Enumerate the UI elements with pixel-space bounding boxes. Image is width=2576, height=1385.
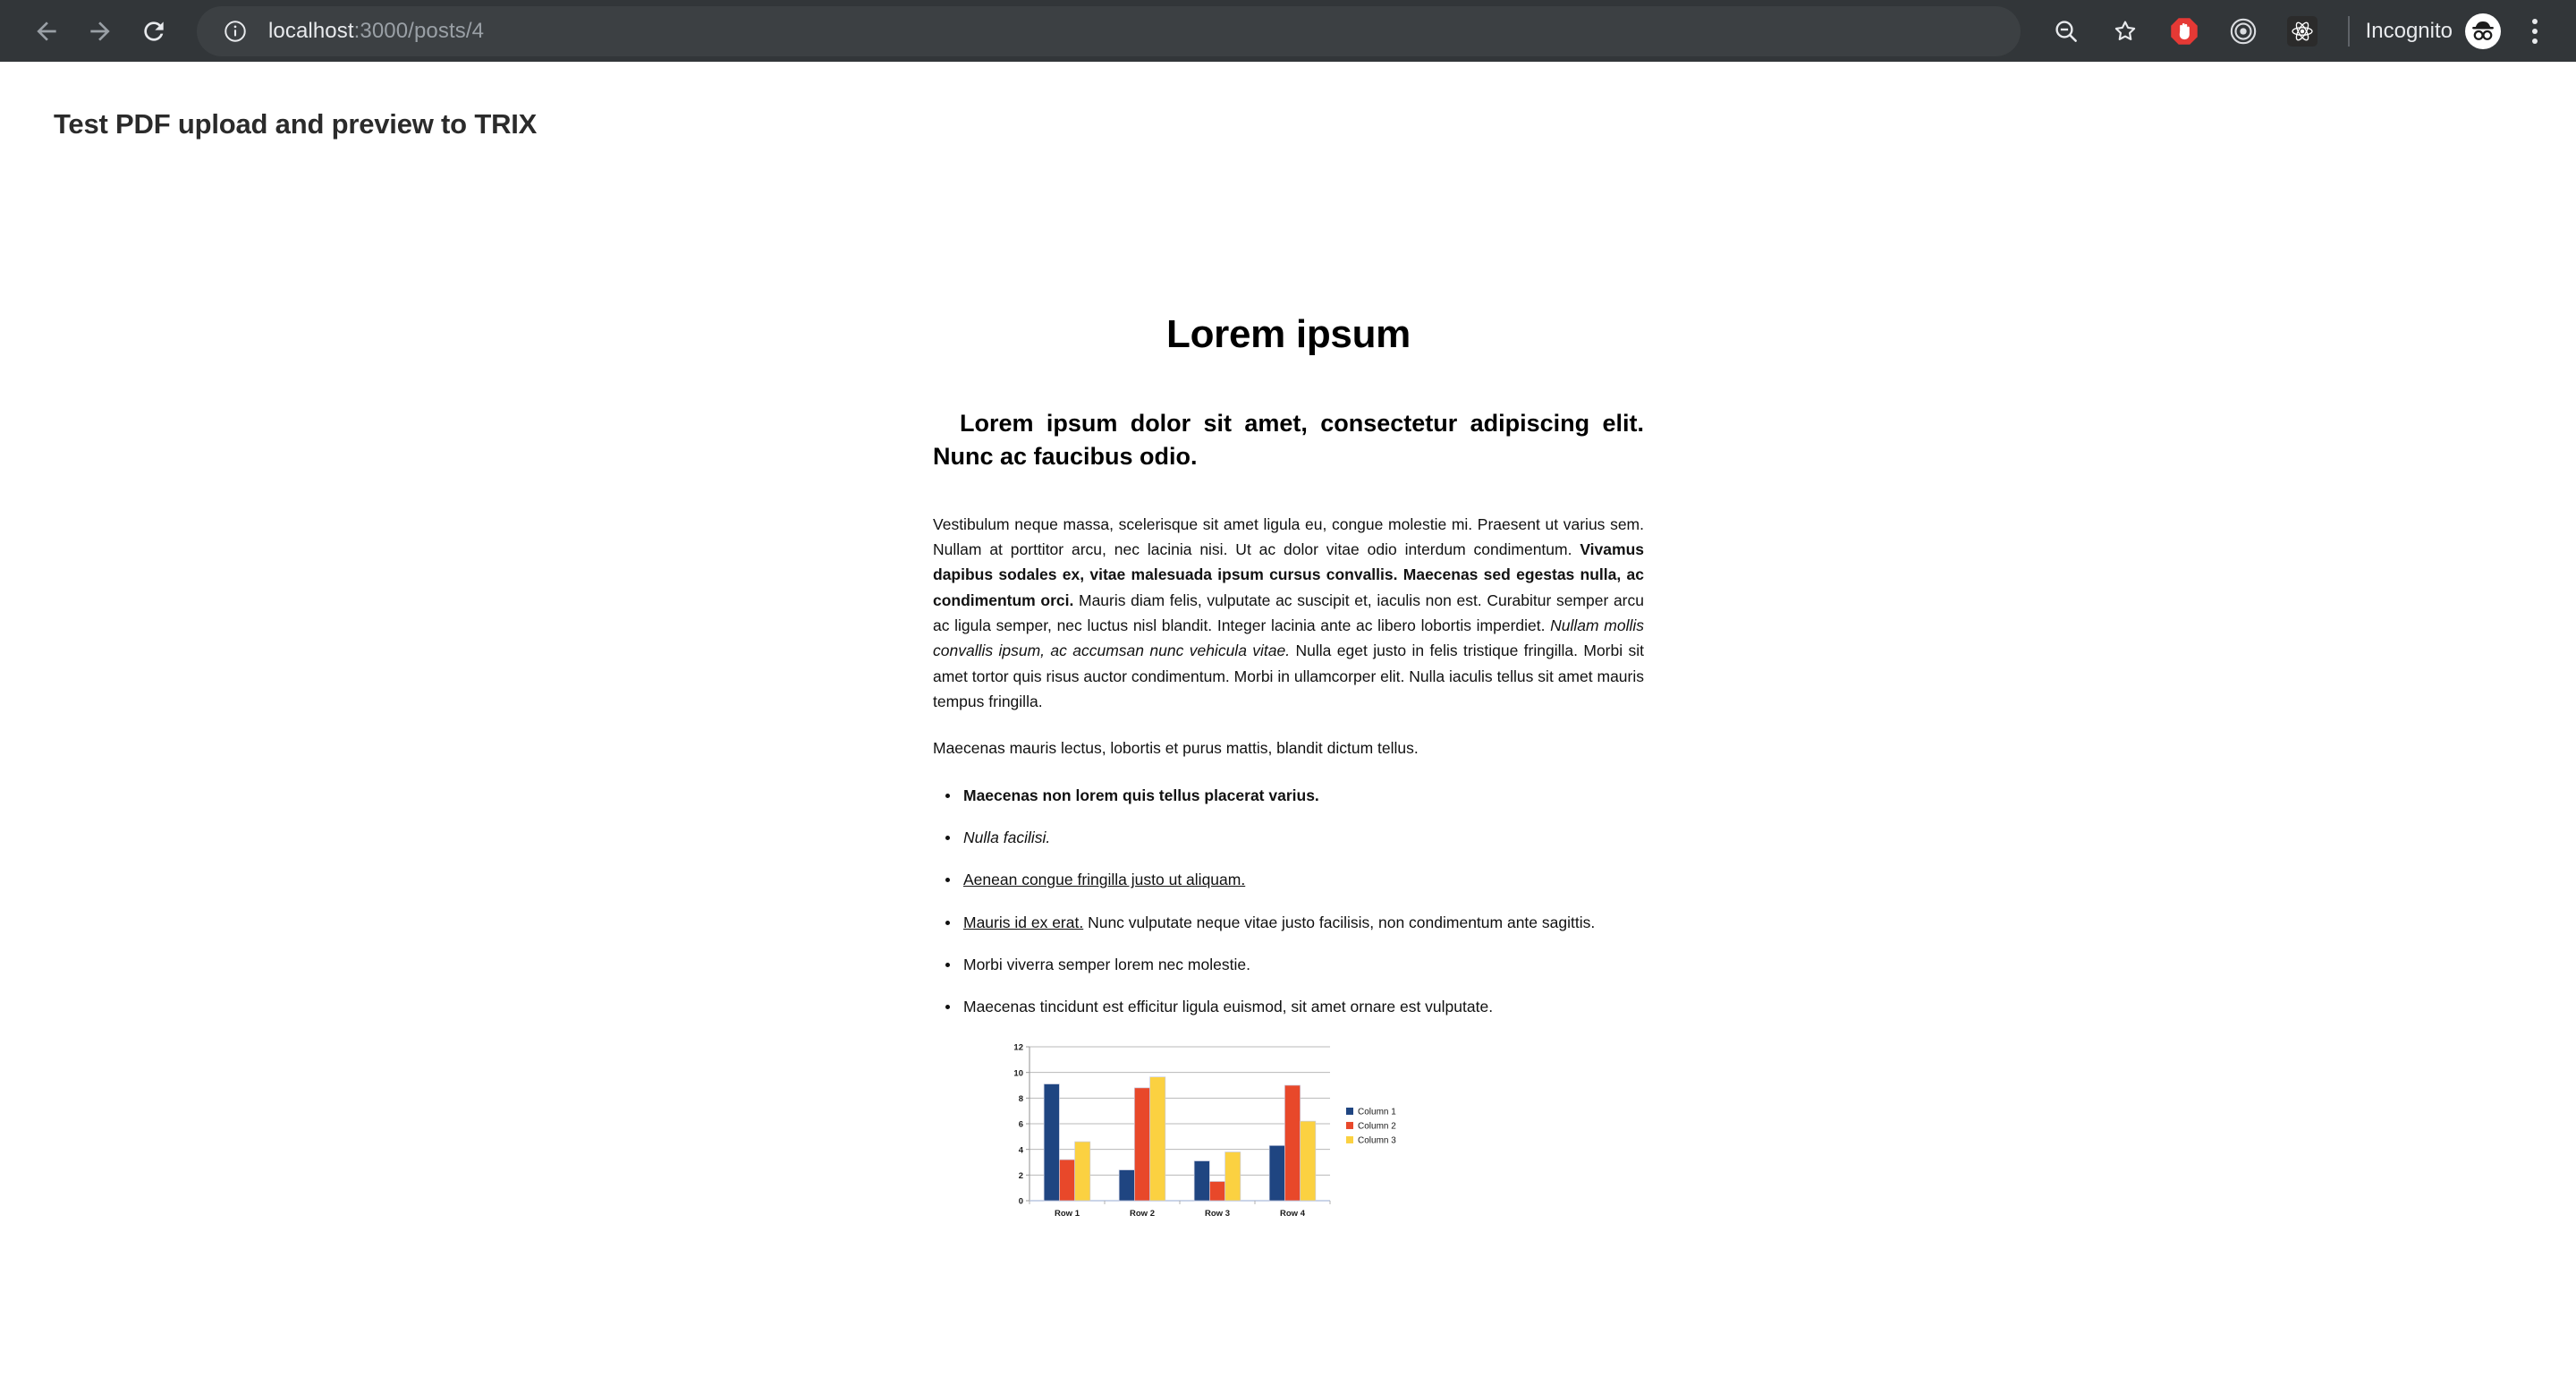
list-item-lead: Mauris id ex erat. [963,913,1084,931]
react-atom-icon [2287,16,2318,47]
list-item [933,910,1644,935]
list-item [933,952,1644,977]
chart-y-tick-label: 8 [1018,1093,1023,1104]
list-item [933,994,1644,1019]
chart-bar [1119,1169,1134,1200]
chart-bar [1044,1083,1059,1200]
list-item-text: Nulla facilisi. [963,828,1051,846]
chart-y-tick-label: 12 [1013,1042,1023,1053]
url-path: :3000/posts/4 [353,18,485,43]
chart-y-tick-label: 2 [1018,1170,1023,1181]
incognito-indicator[interactable] [2366,13,2501,49]
adblock-hand-octagon-icon [2169,16,2199,47]
adblock-extension-button[interactable] [2160,7,2208,55]
chart-legend-swatch [1346,1108,1353,1115]
chart-bar [1301,1121,1316,1201]
chart-bar [1059,1160,1074,1201]
chart-y-tick-label: 6 [1018,1119,1023,1130]
document-paragraph-2: Maecenas mauris lectus, lobortis et purus mattis, blandit dictum tellus. [933,739,1419,758]
back-button[interactable] [20,4,73,58]
chart-bar [1225,1151,1241,1200]
bar-chart-svg [997,1040,1462,1228]
chart-y-tick-label: 4 [1018,1144,1023,1155]
pdf-preview-document [933,312,1644,1228]
chart-legend-label: Column 1 [1358,1107,1396,1117]
target-circles-icon [2228,16,2258,47]
para-segment-bold: Vivamus dapibus sodales ex, vitae malesuada ipsum cursus convallis. Maecenas sed egestas nulla, ac condimentum orci. [933,540,1644,609]
chart-legend-label: Column 3 [1358,1135,1396,1146]
para-segment-plain: Vestibulum neque massa, scelerisque sit amet ligula eu, congue molestie mi. Praesent ut varius sem. Nullam at porttitor arcu, nec lacinia nisi. Ut ac dolor vitae odio interdum condimentum. [933,514,1644,558]
list-item [933,867,1644,892]
chart-legend-swatch [1346,1136,1353,1143]
incognito-label: Incognito [2365,18,2453,43]
chart-bar [1269,1145,1284,1201]
list-item-text: Maecenas non lorem quis tellus placerat varius. [963,786,1319,804]
document-bullet-list [933,783,1644,1020]
list-item [933,825,1644,850]
list-item-text: Maecenas tincidunt est efficitur ligula euismod, sit amet ornare est vulputate. [963,998,1494,1016]
list-item-text: Aenean congue fringilla justo ut aliquam. [963,871,1246,889]
bar-chart [997,1040,1462,1228]
para-segment-italic: Nullam mollis convallis ipsum, ac accumsan nunc vehicula vitae. [933,616,1644,660]
chart-bar [1150,1076,1165,1200]
chart-bar [1075,1142,1090,1201]
page-viewport [0,62,2576,1369]
chart-legend-label: Column 2 [1358,1121,1396,1132]
chart-x-tick-label: Row 4 [1280,1208,1305,1219]
chart-legend-swatch [1346,1122,1353,1129]
three-dots-menu-icon [2532,19,2538,24]
browser-toolbar [0,0,2576,62]
page-title: Test PDF upload and preview to TRIX [54,108,538,140]
forward-button[interactable] [73,4,127,58]
document-title: Lorem ipsum [1166,312,1411,356]
bookmark-button[interactable] [2101,7,2149,55]
incognito-spy-icon [2465,13,2501,49]
zoom-out-button[interactable] [2042,7,2090,55]
para-segment-plain: Mauris diam felis, vulputate ac suscipit et, iaculis non est. Curabitur semper arcu ac ligula semper, nec luctus nisl blandit. Integer lacinia ante ac libero lobortis imperdiet. [933,591,1644,634]
info-circle-icon[interactable] [220,16,250,47]
chart-y-tick-label: 10 [1013,1067,1023,1078]
reload-icon [140,17,168,46]
star-icon [2111,17,2140,46]
reload-button[interactable] [127,4,181,58]
chart-bar [1194,1160,1209,1200]
chart-x-tick-label: Row 3 [1205,1208,1230,1219]
url-text [268,19,484,44]
target-extension-button[interactable] [2219,7,2267,55]
three-dots-menu-icon [2532,29,2538,34]
chart-bar [1284,1085,1300,1201]
react-devtools-extension-button[interactable] [2278,7,2326,55]
chart-x-tick-label: Row 1 [1055,1208,1080,1219]
list-item [933,783,1644,808]
address-bar[interactable] [197,6,2021,56]
arrow-right-icon [86,17,114,46]
document-paragraph-1 [933,512,1644,715]
three-dots-menu-icon [2532,38,2538,44]
chart-x-tick-label: Row 2 [1130,1208,1155,1219]
toolbar-actions [2037,7,2556,55]
toolbar-divider [2348,16,2350,47]
url-host: localhost [268,18,354,43]
chart-bar [1209,1181,1224,1201]
zoom-out-icon [2052,17,2080,46]
chart-bar [1134,1088,1149,1201]
list-item-text: Nunc vulputate neque vitae justo facilisis, non condimentum ante sagittis. [1083,913,1596,931]
arrow-left-icon [32,17,61,46]
list-item-text: Morbi viverra semper lorem nec molestie. [963,955,1250,973]
para-segment-plain: Nulla eget justo in felis tristique fringilla. Morbi sit amet tortor quis risus auctor condimentum. Morbi in ullamcorper elit. Nulla iaculis tellus sit amet mauris tempus fringilla. [933,642,1644,710]
document-subtitle: Lorem ipsum dolor sit amet, consectetur adipiscing elit. Nunc ac faucibus odio. [933,410,1644,471]
browser-menu-button[interactable] [2513,7,2556,55]
chart-y-tick-label: 0 [1018,1196,1023,1207]
